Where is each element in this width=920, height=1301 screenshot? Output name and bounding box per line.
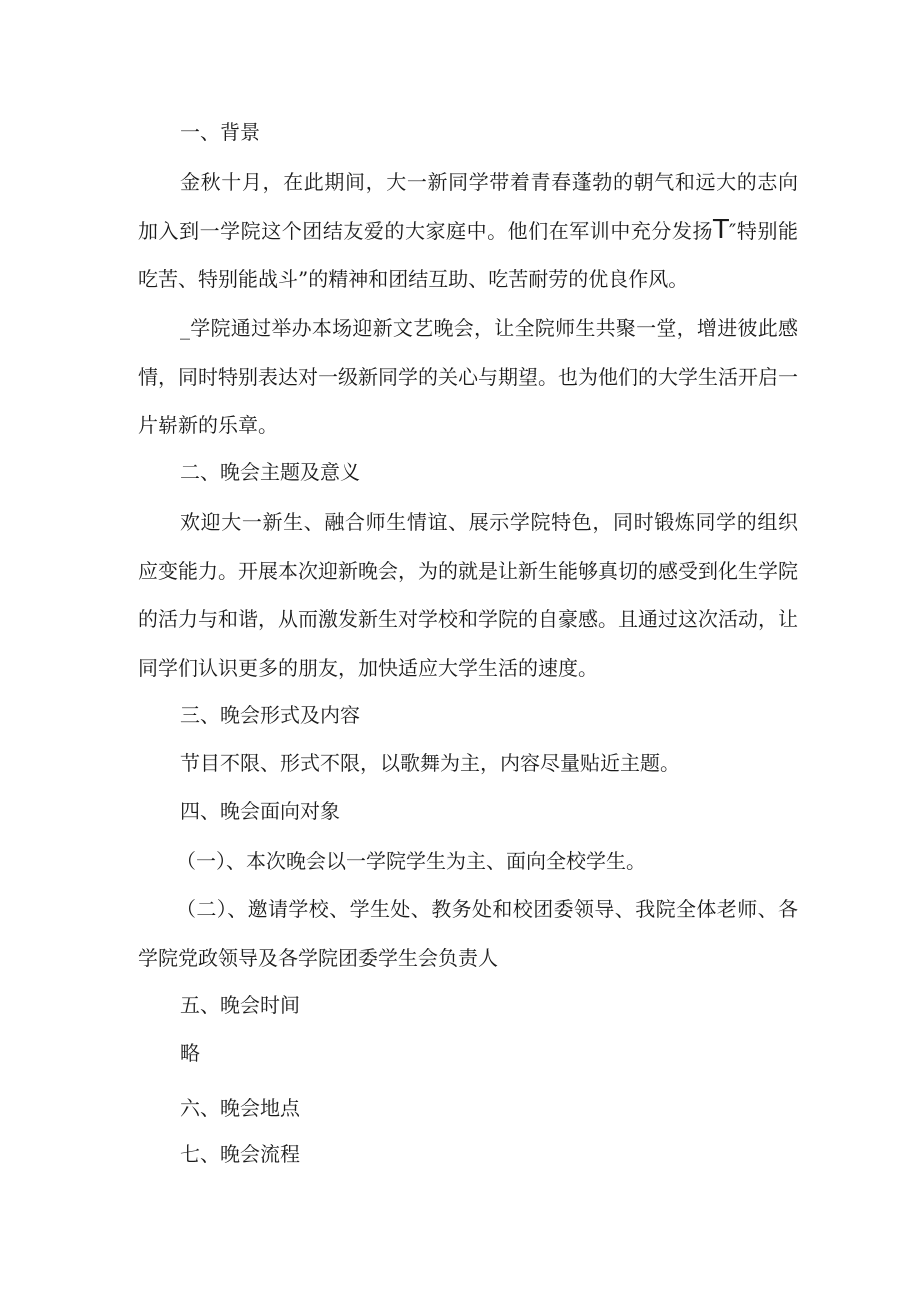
paragraph-audience-2: （二）、邀请学校、学生处、教务处和校团委领导、我院全体老师、各学院党政领导及各学院团委学生会负责人 xyxy=(138,897,798,970)
paragraph-background-1 xyxy=(138,158,798,304)
stray-glyph-t: T xyxy=(713,214,729,245)
section-heading-theme: 二、晚会主题及意义 xyxy=(180,460,360,484)
section-heading-background: 一、背景 xyxy=(180,120,260,144)
paragraph-audience-1: （一）、本次晚会以一学院学生为主、面向全校学生。 xyxy=(176,849,646,873)
section-heading-flow: 七、晚会流程 xyxy=(180,1142,300,1166)
paragraph-background-1-part-a: 金秋十月，在此期间，大一新同学带着青春蓬勃的朝气和远大的志向加入到一学院这个团结友爱的大家庭中。他们在军训中充分发扬 xyxy=(138,170,798,243)
paragraph-background-2: _学院通过举办本场迎新文艺晚会，让全院师生共聚一堂，增进彼此感情，同时特别表达对一级新同学的关心与期望。也为他们的大学生活开启一片崭新的乐章。 xyxy=(138,316,798,437)
paragraph-theme: 欢迎大一新生、融合师生情谊、展示学院特色，同时锻炼同学的组织应变能力。开展本次迎新晚会，为的就是让新生能够真切的感受到化生学院的活力与和谐，从而激发新生对学校和学院的自豪感。且通过这次活动，让同学们认识更多的朋友，加快适应大学生活的速度。 xyxy=(138,510,798,680)
paragraph-time: 略 xyxy=(180,1041,200,1065)
paragraph-background-1-part-b: ″特别能吃苦、特别能战斗”的精神和团结互助、吃苦耐劳的优良作风。 xyxy=(138,218,798,291)
section-heading-time: 五、晚会时间 xyxy=(180,993,300,1017)
section-heading-format: 三、晚会形式及内容 xyxy=(180,703,360,727)
section-heading-venue: 六、晚会地点 xyxy=(180,1096,300,1120)
section-heading-audience: 四、晚会面向对象 xyxy=(180,799,340,823)
paragraph-format: 节目不限、形式不限，以歌舞为主，内容尽量贴近主题。 xyxy=(180,751,680,775)
